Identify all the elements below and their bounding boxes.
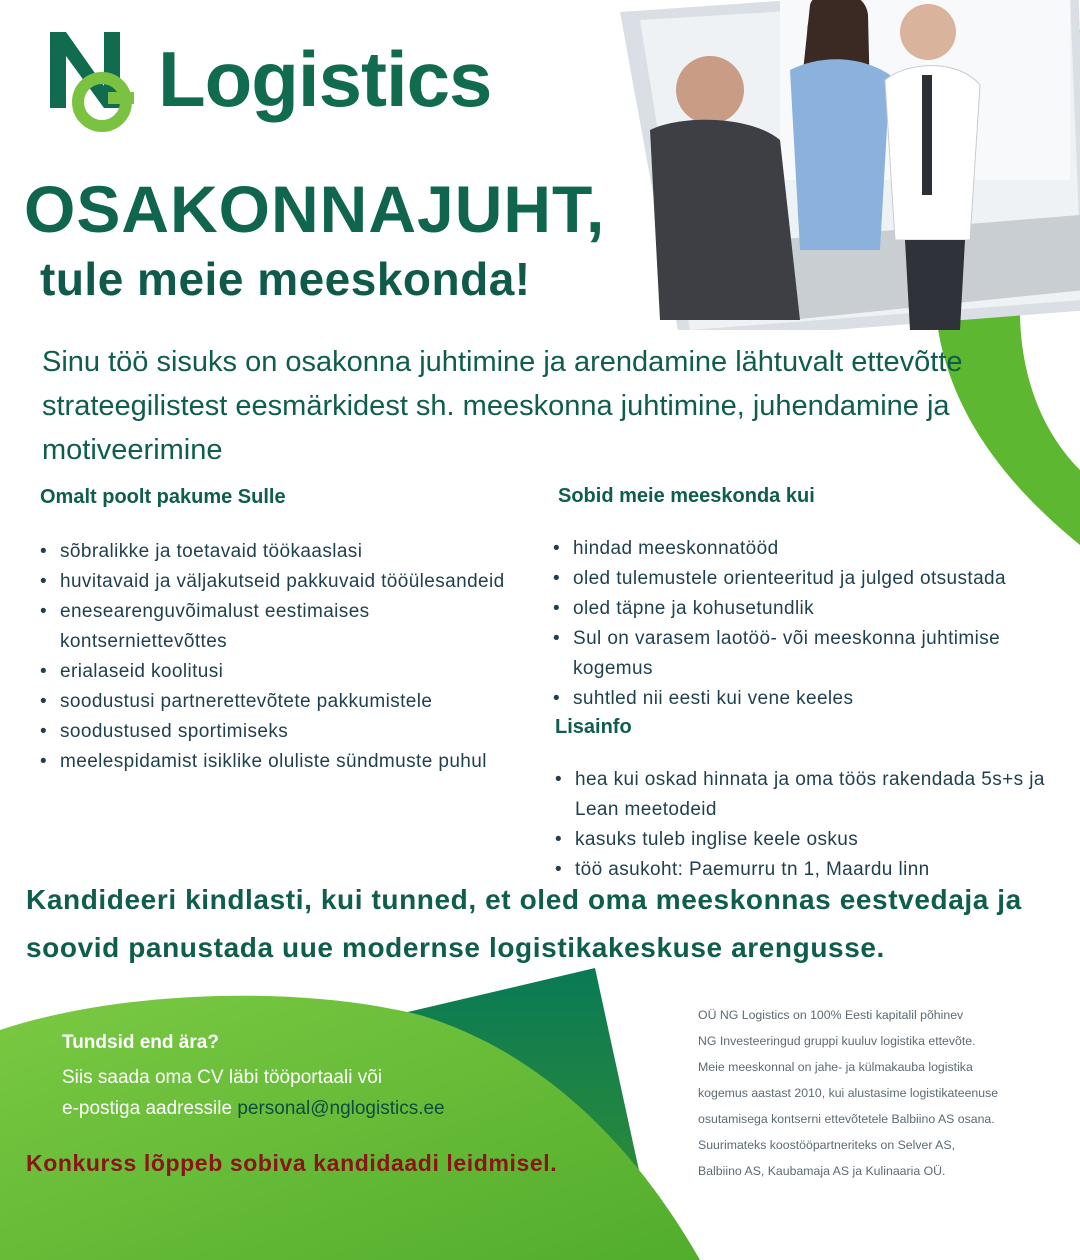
list-item: • Sul on varasem laotöö- või meeskonna juhtimise kogemus <box>553 624 1053 684</box>
company-info-line: Balbiino AS, Kaubamaja AS ja Kulinaaria OÜ. <box>698 1164 946 1178</box>
list-item: • sõbralikke ja toetavaid töökaaslasi <box>40 537 540 567</box>
email-link[interactable]: personal@nglogistics.ee <box>237 1098 445 1119</box>
company-info-line: Suurimateks koostööpartneriteks on Selver AS, <box>698 1138 955 1152</box>
company-info-line: kogemus aastast 2010, kui alustasime logistikateenuse <box>698 1086 999 1100</box>
ng-monogram-icon <box>46 28 176 138</box>
company-info <box>698 1002 1058 1184</box>
company-info-line: NG Investeeringud gruppi kuuluv logistika ettevõte. <box>698 1034 976 1048</box>
company-logo <box>46 28 492 138</box>
offer-list <box>40 537 540 777</box>
apply-heading: Tundsid end ära? <box>62 1032 219 1053</box>
list-item: • huvitavaid ja väljakutseid pakkuvaid tööülesandeid <box>40 567 540 597</box>
company-info-line: Meie meeskonnal on jahe- ja külmakauba logistika <box>698 1060 973 1074</box>
fit-list <box>553 534 1053 714</box>
apply-text <box>62 1062 582 1124</box>
list-item: • hindad meeskonnatööd <box>553 534 1053 564</box>
apply-line <box>62 1093 582 1124</box>
list-item: • meelespidamist isiklike oluliste sündmuste puhul <box>40 747 540 777</box>
fit-heading: Sobid meie meeskonda kui <box>558 485 815 507</box>
page-title: OSAKONNAJUHT, <box>24 172 606 246</box>
offer-section <box>40 486 540 777</box>
extra-info-section <box>555 716 1055 885</box>
logo-wordmark: Logistics <box>158 35 492 123</box>
list-item: • oled täpne ja kohusetundlik <box>553 594 1053 624</box>
offer-heading: Omalt poolt pakume Sulle <box>40 486 286 508</box>
deadline-notice: Konkurss lõppeb sobiva kandidaadi leidmisel. <box>26 1150 558 1176</box>
list-item: • hea kui oskad hinnata ja oma töös rakendada 5s+s ja Lean meetodeid <box>555 765 1055 825</box>
list-item: • enesearenguvõimalust eestimaises kontserniettevõttes <box>40 597 540 657</box>
apply-line-prefix: e-postiga aadressile <box>62 1098 233 1119</box>
company-info-line: osutamisega kontserni ettevõtetele Balbiino AS osana. <box>698 1112 995 1126</box>
company-info-line: OÜ NG Logistics on 100% Eesti kapitalil põhinev <box>698 1008 964 1022</box>
list-item: • suhtled nii eesti kui vene keeles <box>553 684 1053 714</box>
list-item: • soodustused sportimiseks <box>40 717 540 747</box>
list-item: • töö asukoht: Paemurru tn 1, Maardu linn <box>555 855 1055 885</box>
list-item: • kasuks tuleb inglise keele oskus <box>555 825 1055 855</box>
fit-section <box>553 485 1053 714</box>
extra-heading: Lisainfo <box>555 716 632 738</box>
list-item: • soodustusi partnerettevõtete pakkumistele <box>40 687 540 717</box>
team-photo <box>620 0 1080 330</box>
list-item: • erialaseid koolitusi <box>40 657 540 687</box>
intro-paragraph: Sinu töö sisuks on osakonna juhtimine ja arendamine lähtuvalt ettevõtte strateegilistest eesmärkidest sh. meeskonna juhtimine, juhendamine ja motiveerimine <box>42 346 963 466</box>
apply-line: Siis saada oma CV läbi tööportaali või <box>62 1067 383 1088</box>
extra-list <box>555 765 1055 885</box>
call-to-action: Kandideeri kindlasti, kui tunned, et oled oma meeskonnas eestvedaja ja soovid panustada uue modernse logistikakeskuse arengusse. <box>26 884 1022 963</box>
list-item: • oled tulemustele orienteeritud ja julged otsustada <box>553 564 1053 594</box>
page-subtitle: tule meie meeskonda! <box>40 253 531 305</box>
